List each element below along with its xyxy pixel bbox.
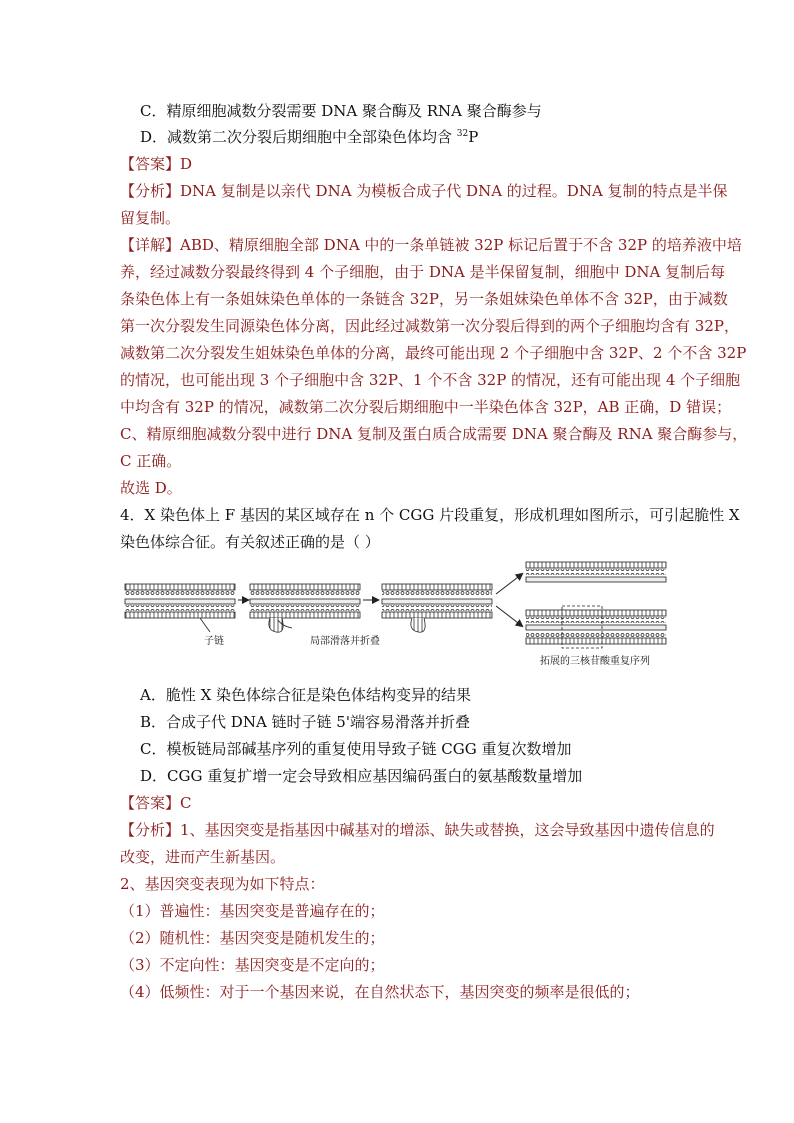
q4-analysis-line: （3）不定向性：基因突变是不定向的；: [120, 956, 385, 974]
detail-text: ABD、精原细胞全部 DNA 中的一条单链被 32P 标记后置于不含 32P 的培养液中培: [180, 236, 742, 254]
q4-option-a: A．脆性 X 染色体综合征是染色体结构变异的结果: [140, 686, 472, 704]
q4-analysis-line: （1）普遍性：基因突变是普遍存在的；: [120, 902, 385, 920]
answer-value: D: [180, 155, 193, 173]
q3-detail-line: 条染色体上有一条姐妹染色单体的一条链含 32P，另一条姐妹染色单体不含 32P，由于减数: [120, 290, 728, 308]
panel-1: [125, 584, 235, 647]
q3-detail-line: 第一次分裂发生同源染色体分离，因此经过减数第一次分裂后得到的两个子细胞均含有 32P，: [120, 317, 739, 335]
q3-detail-line: 减数第二次分裂发生姐妹染色单体的分离，最终可能出现 2 个子细胞中含 32P、2 个不含 32P: [120, 344, 747, 362]
panel-3: [382, 584, 492, 632]
q4-stem-line: 染色体综合征。有关叙述正确的是（ ）: [120, 533, 380, 551]
q3-detail-line: 中均含有 32P 的情况，减数第二次分裂后期细胞中一半染色体含 32P，AB 正确，D 错误；: [120, 398, 732, 416]
q3-detail-line: 养，经过减数分裂最终得到 4 个子细胞，由于 DNA 是半保留复制，细胞中 DNA 复制后每: [120, 263, 726, 281]
answer-tag: 【答案】: [120, 794, 181, 812]
option-d-suffix: P: [468, 128, 479, 146]
dna-slippage-figure: [120, 560, 680, 670]
q4-analysis-line: （2）随机性：基因突变是随机发生的；: [120, 929, 385, 947]
panel-4-top: [526, 562, 666, 582]
label-child-strand: 子链: [204, 636, 224, 647]
q4-analysis-line: （4）低频性：对于一个基因来说，在自然状态下，基因突变的频率是很低的；: [120, 983, 640, 1001]
arrow-3b: [496, 606, 522, 626]
analysis-tag: 【分析】: [120, 821, 181, 839]
arrow-3a: [496, 574, 522, 594]
panel-2: [250, 584, 380, 647]
detail-tag: 【详解】: [120, 236, 181, 254]
q3-detail-line: C 正确。: [120, 452, 182, 470]
analysis-text: 1、基因突变是指基因中碱基对的增添、缺失或替换，这会导致基因中遗传信息的: [180, 821, 715, 839]
answer-value: C: [180, 794, 192, 812]
q4-option-b: B．合成子代 DNA 链时子链 5'端容易滑落并折叠: [140, 713, 470, 731]
analysis-tag: 【分析】: [120, 182, 181, 200]
option-d-text: D．减数第二次分裂后期细胞中全部染色体均含: [140, 128, 457, 146]
option-c-prev: C．精原细胞减数分裂需要 DNA 聚合酶及 RNA 聚合酶参与: [140, 102, 542, 120]
label-expanded: 拓展的三核苷酸重复序列: [540, 656, 650, 667]
answer-tag: 【答案】: [120, 155, 181, 173]
q3-detail-line: 的情况，也可能出现 3 个子细胞中含 32P、1 个不含 32P 的情况，还有可能出现 4 个子细胞: [120, 371, 741, 389]
q4-option-c: C．模板链局部碱基序列的重复使用导致子链 CGG 重复次数增加: [140, 740, 572, 758]
q3-answer: [120, 151, 680, 177]
q4-option-d: D．CGG 重复扩增一定会导致相应基因编码蛋白的氨基酸数量增加: [140, 767, 583, 785]
superscript: 32: [456, 129, 469, 139]
q4-analysis-line: 改变，进而产生新基因。: [120, 848, 286, 866]
panel-4-bottom: [526, 606, 666, 667]
q3-detail-line: [120, 232, 742, 258]
option-d-prev: [140, 124, 700, 150]
q4-analysis-line: [120, 817, 715, 843]
q4-stem-line: 4．X 染色体上 F 基因的某区域存在 n 个 CGG 片段重复，形成机理如图所示，可引起脆性 X: [120, 506, 740, 524]
q3-analysis-line: 留复制。: [120, 209, 181, 227]
q3-conclusion: 故选 D。: [120, 479, 182, 497]
q4-answer: [120, 790, 680, 816]
q4-analysis-line: 2、基因突变表现为如下特点：: [120, 875, 325, 893]
q3-detail-line: C、精原细胞减数分裂中进行 DNA 复制及蛋白质合成需要 DNA 聚合酶及 RNA 聚合酶参与，: [120, 425, 748, 443]
q3-analysis-line: [120, 178, 728, 204]
analysis-text: DNA 复制是以亲代 DNA 为模板合成子代 DNA 的过程。DNA 复制的特点是半保: [180, 182, 728, 200]
label-slip: 局部滑落并折叠: [310, 636, 380, 647]
